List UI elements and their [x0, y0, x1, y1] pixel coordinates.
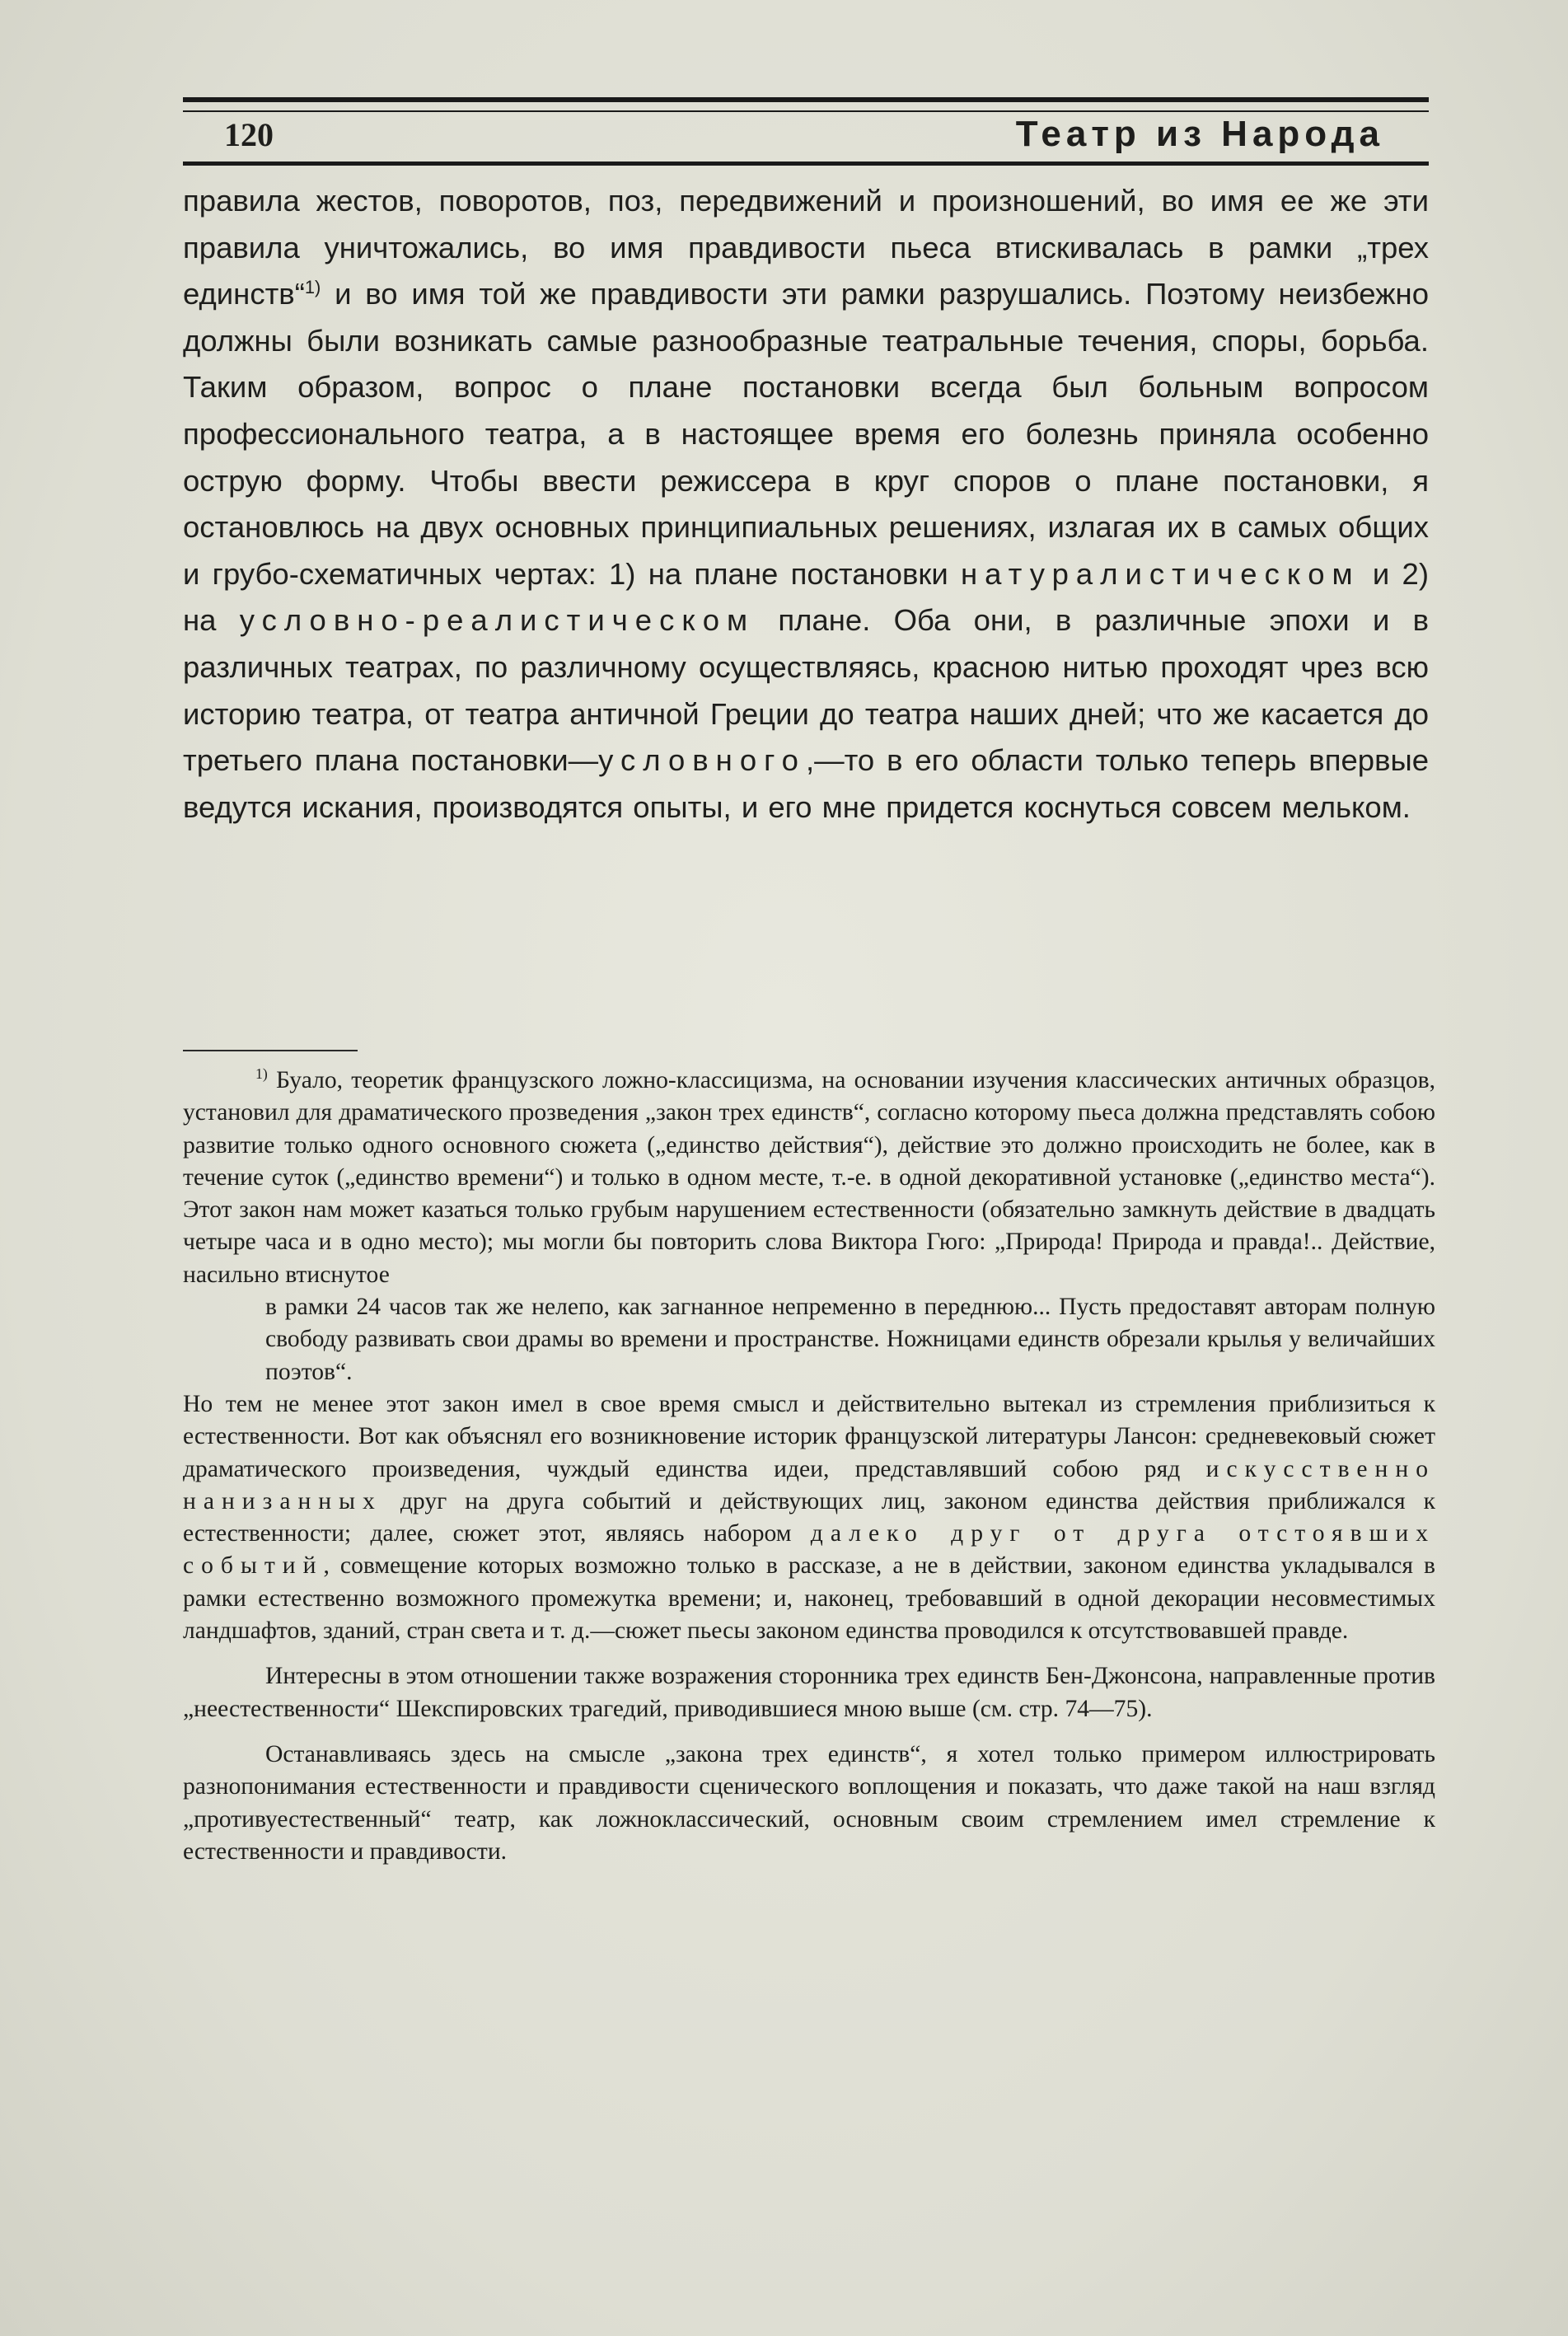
running-title: Театр из Народа — [1015, 114, 1384, 154]
footnote-text: друг на друга событий и действующих лиц, законом единства действия приближался к естественности; далее, сюжет этот, являясь набором — [183, 1487, 1435, 1547]
main-text-segment: и 2) на — [183, 556, 1429, 638]
footnote-text: Но тем не менее этот закон имел в свое время смысл и действительно вытекал из стремления приблизиться к естественности. Вот как объяснял его возникновение историк французской литературы Лансон: средневековый сюжет драматического произведения, чуждый единства идеи, представлявший собою ряд — [183, 1390, 1435, 1482]
footnote-separator — [183, 1050, 358, 1051]
footnote-paragraph — [183, 1065, 1435, 1291]
footnote-quote: в рамки 24 часов так же нелепо, как загнанное непременно в переднюю... Пусть предоставят авторам полную свободу развивать свои драмы во времени и пространстве. Ножницами единств обрезали крылья у величайших поэтов“. — [265, 1294, 1435, 1385]
main-text — [183, 178, 1429, 831]
main-text-segment: плане. Оба они, в различные эпохи и в различных театрах, по различному осуществляясь, красною нитью проходят чрез всю историю театра, от театра античной Греции до театра наших дней; что же касается до третьего плана постановки— — [183, 603, 1429, 778]
header-double-rule — [183, 97, 1429, 112]
running-head — [224, 114, 1384, 160]
footnote-reference: 1) — [304, 277, 321, 298]
spaced-term: далеко друг от друга отстоявших событий — [183, 1520, 1435, 1580]
footnote-paragraph: Останавливаясь здесь на смысле „закона трех единств“, я хотел только примером иллюстрировать разнопонимания естественности и правдивости сценического воплощения и показать, что даже такой на наш взгляд „противуестественный“ театр, как ложноклассический, основным своим стремлением имел стремление к естественности и правдивости. — [183, 1740, 1435, 1865]
spaced-term: искусственно нанизанных — [183, 1455, 1435, 1514]
footnote-text: Буало, теоретик французского ложно-классицизма, на основании изучения классических античных образцов, установил для драматического прозведения „закон трех единств“, согласно которому пьеса должна представлять собою развитие только одного основного сюжета („единство действия“), действие это должно происходить не более, как в течение суток („единство времени“) и только в одном месте, т.-е. в одной декоративной установке („единство места“). Этот закон нам может казаться только грубым нарушением естественности (обязательно замкнуть действие в двадцать четыре часа и в одно место); мы могли бы повторить слова Виктора Гюго: „Природа! Природа и правда!.. Действие, насильно втиснутое — [183, 1067, 1435, 1288]
header-underline-rule — [183, 162, 1429, 166]
main-text-segment: и во имя той же правдивости эти рамки разрушались. Поэтому неизбежно должны были возникать самые разнообразные театральные течения, споры, борьба. Таким образом, вопрос о плане постановки всегда был больным вопросом профессионального театра, а в настоящее время его болезнь приняла особенно острую форму. Чтобы ввести режиссера в круг споров о плане постановки, я остановлюсь на двух основных принципиальных решениях, излагая их в самых общих и грубо-схематичных чертах: 1) на плане постановки — [183, 277, 1429, 591]
footnotes — [183, 1065, 1435, 1868]
main-text-segment: ,—то в его области только теперь впервые ведутся искания, производятся опыты, и его мне придется коснуться совсем мельком. — [183, 743, 1429, 824]
main-paragraph — [183, 178, 1429, 831]
footnote-text: , совмещение которых возможно только в рассказе, а не в действии, законом единства укладывался в рамки естественно возможного промежутка времени; и, наконец, требовавший в одной декорации несовместимых ландшафтов, зданий, стран света и т. д.—сюжет пьесы законом единства проводился к отсутствовавшей правде. — [183, 1552, 1435, 1645]
main-text-segment: правила жестов, поворотов, поз, передвижений и произношений, во имя ее же эти правила уничтожались, во имя правдивости пьеса втискивалась в рамки „трех единств“ — [183, 184, 1429, 311]
page-number: 120 — [224, 116, 274, 153]
footnote-paragraph: Интересны в этом отношении также возражения сторонника трех единств Бен-Джонсона, направленные против „неестественности“ Шекспировских трагедий, приводившиеся мною выше (см. стр. 74—75). — [183, 1663, 1435, 1722]
spaced-term: натуралистическом — [960, 556, 1360, 591]
spaced-term: условного — [598, 743, 806, 778]
footnote-paragraph — [183, 1388, 1435, 1647]
spaced-term: условно-реалистическом — [239, 603, 756, 638]
footnote-marker: 1) — [255, 1065, 268, 1083]
